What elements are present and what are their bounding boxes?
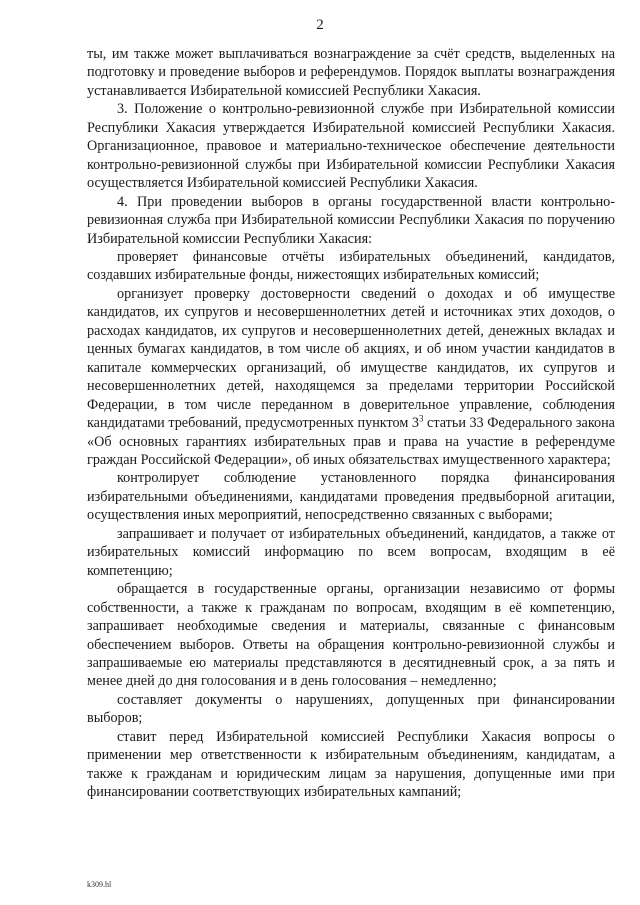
paragraph-verifies-income-text-before: организует проверку достоверности сведений о доходах и об имуществе кандидатов, их супругов и несовершеннолетних детей и источниках этих доходов, о расходах кандидатов, их супругов и несовершеннолетних детей, денежных вкладах и ценных бумагах кандидатов, в том числе об акциях, и об ином участии кандидатов в капитале коммерческих организаций, об имуществе кандидатов, их супругов и несовершеннолетних детей, находящемся за пределами территории Российской Федерации, в том числе переданном в доверительное управление, соблюдения кандидатами требований, предусмотренных пунктом 3 xyxy=(87,285,615,432)
paragraph-controls-financing: контролирует соблюдение установленного порядка финансирования избирательными объединениями, кандидатами проведения предвыборной агитации, осуществления иных мероприятий, непосредственно связанных с выборами; xyxy=(87,470,615,524)
paragraph-item-4: 4. При проведении выборов в органы государственной власти контрольно-ревизионная служба при Избирательной комиссии Республики Хакасия по поручению Избирательной комиссии Республики Хакасия: xyxy=(87,193,615,247)
paragraph-verifies-income xyxy=(87,285,615,470)
paragraph-responsibility-questions: ставит перед Избирательной комиссией Республики Хакасия вопросы о применении мер ответственности к избирательным объединениям, кандидатам, а также к гражданам и юридическим лицам за нарушения, допущенные ими при финансировании соответствующих избирательных кампаний; xyxy=(87,728,615,801)
page-number: 2 xyxy=(316,17,324,33)
paragraph-checks-reports: проверяет финансовые отчёты избирательных объединений, кандидатов, создавших избирательные фонды, нижестоящих избирательных комиссий; xyxy=(87,248,615,284)
footer-code: k309.hl xyxy=(87,880,112,889)
paragraph-requests-information: запрашивает и получает от избирательных объединений, кандидатов, а также от избирательных комиссий информацию по всем вопросам, входящим в её компетенцию; xyxy=(87,525,615,579)
paragraph-appeals-to-authorities: обращается в государственные органы, организации независимо от формы собственности, а также к гражданам по вопросам, входящим в её компетенцию, запрашивает необходимые сведения и материалы, связанные с финансовым обеспечением выборов. Ответы на обращения контрольно-ревизионной службы и запрашиваемые ею материалы представляются в десятидневный срок, а за пять и менее дней до дня голосования и в день голосования – немедленно; xyxy=(87,581,615,690)
paragraph-superscript: 3 xyxy=(418,413,424,424)
paragraph-violation-documents: составляет документы о нарушениях, допущенных при финансировании выборов; xyxy=(87,691,615,727)
document-body xyxy=(87,45,615,802)
paragraph-continuation: ты, им также может выплачиваться вознаграждение за счёт средств, выделенных на подготовку и проведение выборов и референдумов. Порядок выплаты вознаграждения устанавливается Избирательной комиссией Республики Хакасия. xyxy=(87,46,615,99)
paragraph-verifies-income-text-after: статьи 33 Федерального закона «Об основных гарантиях избирательных прав и права на участие в референдуме граждан Российской Федерации», об иных обязательствах имущественного характера; xyxy=(87,415,615,468)
paragraph-item-3: 3. Положение о контрольно-ревизионной службе при Избирательной комиссии Республики Хакасия утверждается Избирательной комиссией Республики Хакасия. Организационное, правовое и материально-техническое обеспечение деятельности контрольно-ревизионной службы при Избирательной комиссии Республики Хакасия осуществляется Избирательной комиссией Республики Хакасия. xyxy=(87,101,615,192)
